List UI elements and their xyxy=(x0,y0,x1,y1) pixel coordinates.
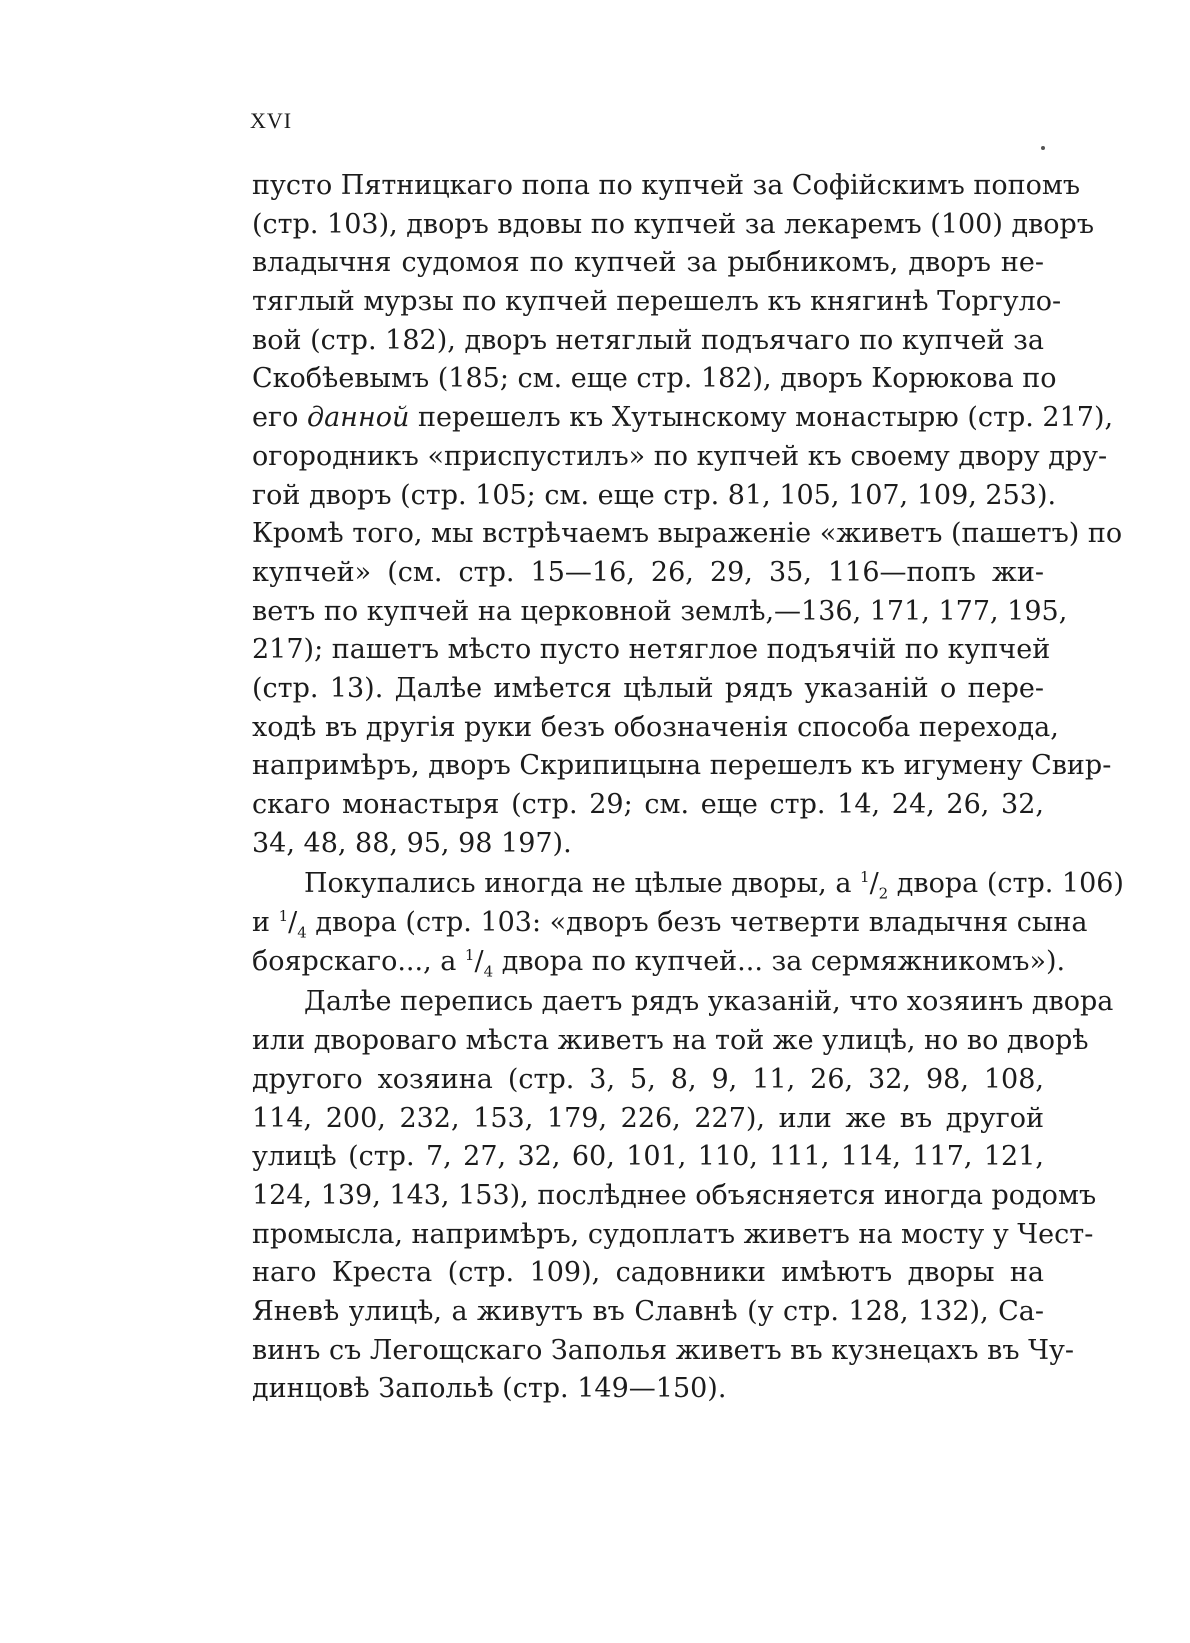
text-fragment: и xyxy=(252,907,279,939)
text-fragment: двора (стр. 106) xyxy=(888,868,1124,900)
text-line: купчей» (см. стр. 15—16, 26, 29, 35, 116—попъ жи- xyxy=(252,556,1044,588)
text-line: (стр. 13). Далѣе имѣется цѣлый рядъ указаній о пере- xyxy=(252,672,1044,704)
text-line: наго Креста (стр. 109), садовники имѣютъ дворы на xyxy=(252,1257,1044,1289)
text-line: улицѣ (стр. 7, 27, 32, 60, 101, 110, 111, 114, 117, 121, xyxy=(252,1141,1044,1173)
text-line: 114, 200, 232, 153, 179, 226, 227), или же въ другой xyxy=(252,1102,1044,1134)
fraction-denominator: 2 xyxy=(878,884,889,903)
print-speck xyxy=(1041,146,1045,150)
text-line-with-italic xyxy=(252,399,1114,438)
fraction-numerator: 1 xyxy=(278,907,289,926)
text-line: 124, 139, 143, 153), послѣднее объясняется иногда родомъ xyxy=(252,1179,1097,1211)
fraction-numerator: 1 xyxy=(860,868,870,887)
text-line: напримѣръ, дворъ Скрипицына перешелъ къ игумену Свир- xyxy=(252,750,1112,782)
text-line: Далѣе перепись даетъ рядъ указаній, что хозяинъ двора xyxy=(304,986,1114,1018)
text-fragment: двора (стр. 103: «дворъ безъ четверти владычня сына xyxy=(306,907,1088,939)
fraction-denominator: 4 xyxy=(297,923,307,942)
text-line: промысла, напримѣръ, судоплатъ живетъ на мосту у Чест- xyxy=(252,1218,1094,1250)
text-line: владычня судомоя по купчей за рыбникомъ, дворъ не- xyxy=(252,247,1044,279)
paragraph-2 xyxy=(252,865,1124,981)
fraction-numerator: 1 xyxy=(464,945,475,964)
text-line: винъ съ Легощскаго Заполья живетъ въ кузнецахъ въ Чу- xyxy=(252,1334,1074,1366)
text-fragment: перешелъ къ Хутынскому монастырю (стр. 217), xyxy=(409,402,1114,434)
text-fragment: Покупались иногда не цѣлые дворы, а xyxy=(304,868,861,900)
fraction-denominator: 4 xyxy=(483,962,494,981)
text-line: Яневѣ улицѣ, а живутъ въ Славнѣ (у стр. 128, 132), Са- xyxy=(252,1295,1044,1327)
text-fragment: двора по купчей... за сермяжникомъ»). xyxy=(493,945,1066,977)
text-line: тяглый мурзы по купчей перешелъ къ княгинѣ Торгуло- xyxy=(252,286,1062,318)
text-line: ходѣ въ другія руки безъ обозначенія способа перехода, xyxy=(252,711,1059,743)
text-line-with-fraction: Покупались иногда не цѣлые дворы, а $^1/_2$ двора (стр. 106) xyxy=(304,868,1124,903)
text-line: 34, 48, 88, 95, 98 197). xyxy=(252,827,572,859)
text-line-with-fraction: и $^1/_4$ двора (стр. 103: «дворъ безъ четверти владычня сына xyxy=(252,907,1088,942)
text-line: огородникъ «приспустилъ» по купчей къ своему двору дру- xyxy=(252,440,1108,472)
paragraph-1 xyxy=(252,167,1123,863)
page-number: XVI xyxy=(250,108,293,133)
text-line: (стр. 103), дворъ вдовы по купчей за лекаремъ (100) дворъ xyxy=(252,208,1095,240)
body-text xyxy=(252,167,1124,1409)
text-line: ветъ по купчей на церковной землѣ,—136, 171, 177, 195, xyxy=(252,595,1068,627)
text-line: гой дворъ (стр. 105; см. еще стр. 81, 105, 107, 109, 253). xyxy=(252,479,1057,511)
text-fragment: боярскаго..., а xyxy=(252,945,465,977)
text-line: 217); пашетъ мѣсто пусто нетяглое подъячій по купчей xyxy=(252,634,1051,666)
text-line: Кромѣ того, мы встрѣчаемъ выраженіе «живетъ (пашетъ) по xyxy=(252,518,1123,550)
text-fragment: его xyxy=(252,402,307,434)
text-line: вой (стр. 182), дворъ нетяглый подъячаго по купчей за xyxy=(252,324,1044,356)
text-line: другого хозяина (стр. 3, 5, 8, 9, 11, 26, 32, 98, 108, xyxy=(252,1063,1044,1095)
italic-word: данной xyxy=(306,402,410,434)
text-line: динцовѣ Запольѣ (стр. 149—150). xyxy=(252,1373,727,1405)
text-line: Скобѣевымъ (185; см. еще стр. 182), дворъ Корюкова по xyxy=(252,363,1057,395)
text-line: пусто Пятницкаго попа по купчей за Софійскимъ попомъ xyxy=(252,170,1081,201)
paragraph-3 xyxy=(252,983,1114,1409)
text-line: скаго монастыря (стр. 29; см. еще стр. 14, 24, 26, 32, xyxy=(252,789,1044,820)
text-line: или двороваго мѣста живетъ на той же улицѣ, но во дворѣ xyxy=(252,1025,1089,1057)
text-line-with-fraction: боярскаго..., а $^1/_4$ двора по купчей... за сермяжникомъ»). xyxy=(252,945,1066,981)
